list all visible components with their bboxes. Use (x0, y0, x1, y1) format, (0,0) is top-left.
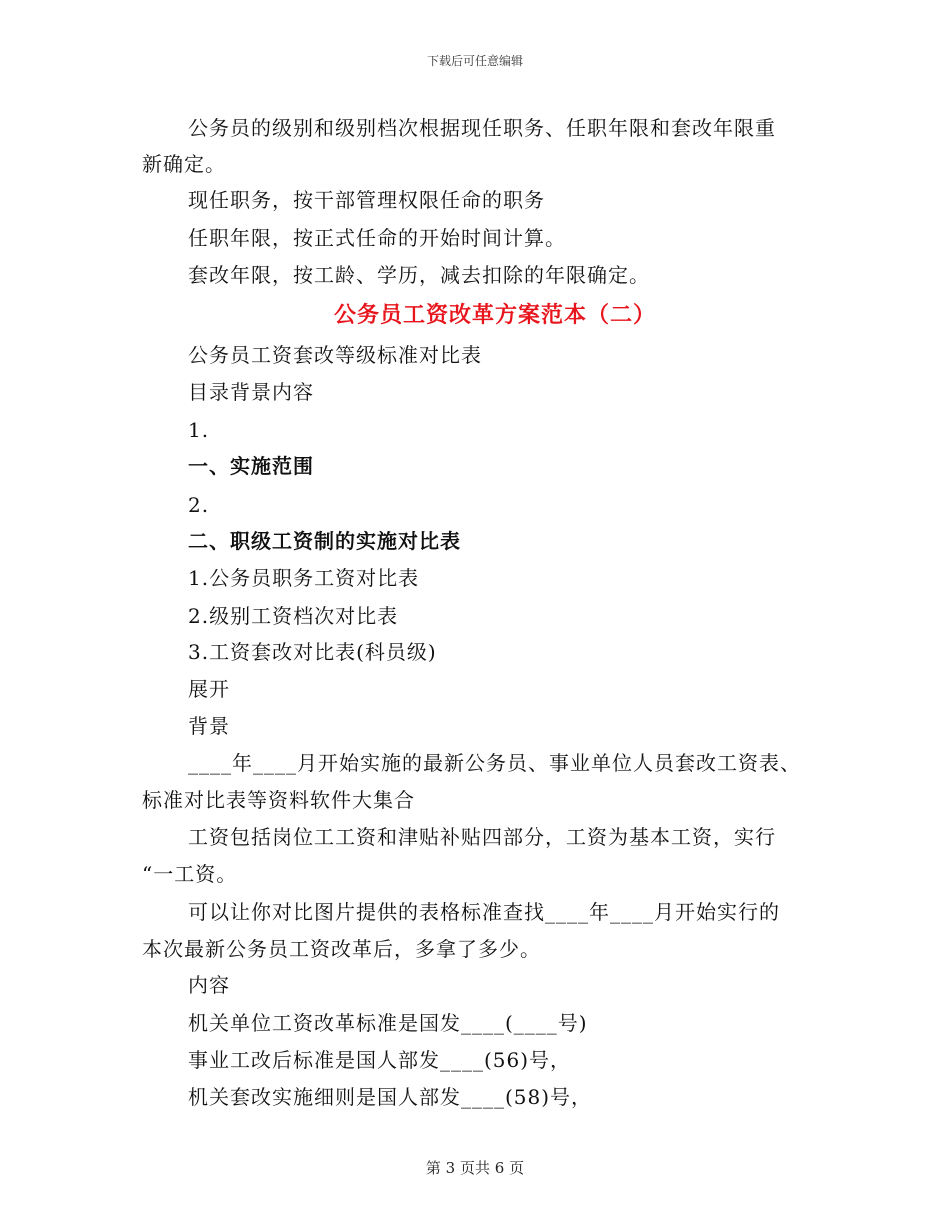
paragraph-line: “一工资。 (142, 862, 238, 886)
paragraph-line: 事业工改后标准是国人部发____(56)号， (188, 1048, 572, 1072)
paragraph-line: 任职年限，按正式任命的开始时间计算。 (188, 226, 566, 250)
paragraph-line: 1.公务员职务工资对比表 (188, 566, 420, 590)
paragraph-line: 展开 (188, 677, 230, 701)
paragraph-line: 现任职务，按干部管理权限任命的职务 (188, 188, 545, 212)
paragraph-line: 可以让你对比图片提供的表格标准查找____年____月开始实行的 (188, 900, 780, 924)
paragraph-line: 新确定。 (142, 152, 226, 176)
paragraph-line: 机关套改实施细则是国人部发____(58)号， (188, 1085, 593, 1109)
section-title: 公务员工资改革方案范本（二） (333, 302, 656, 328)
paragraph-line: 本次最新公务员工资改革后，多拿了多少。 (142, 937, 541, 961)
paragraph-line: 公务员工资套改等级标准对比表 (188, 343, 482, 367)
paragraph-line: 目录背景内容 (188, 380, 314, 404)
paragraph-line: 3.工资套改对比表(科员级) (188, 640, 437, 664)
paragraph-line: 背景 (188, 714, 230, 738)
page-header: 下载后可任意编辑 (426, 54, 523, 68)
paragraph-line: 内容 (188, 973, 230, 997)
paragraph-line: 标准对比表等资料软件大集合 (142, 788, 415, 812)
heading-line: 一、实施范围 (188, 454, 314, 478)
paragraph-line: 2.级别工资档次对比表 (188, 604, 399, 628)
paragraph-line: 1. (188, 418, 210, 442)
paragraph-line: ____年____月开始实施的最新公务员、事业单位人员套改工资表、 (188, 751, 801, 775)
paragraph-line: 套改年限，按工龄、学历，减去扣除的年限确定。 (188, 263, 650, 287)
page-footer: 第 3 页共 6 页 (425, 1159, 525, 1177)
paragraph-line: 工资包括岗位工工资和津贴补贴四部分，工资为基本工资，实行 (188, 825, 776, 849)
paragraph-line: 2. (188, 493, 210, 517)
paragraph-line: 机关单位工资改革标准是国发____(____号) (188, 1011, 588, 1035)
paragraph-line: 公务员的级别和级别档次根据现任职务、任职年限和套改年限重 (188, 116, 776, 140)
heading-line: 二、职级工资制的实施对比表 (188, 529, 461, 553)
